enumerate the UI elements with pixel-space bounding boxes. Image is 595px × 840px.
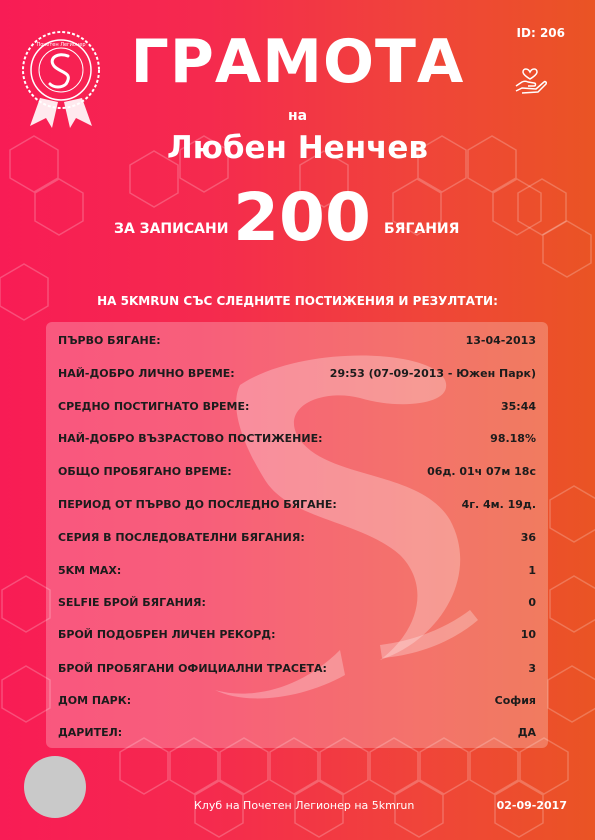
recipient-name: Любен Ненчев (166, 130, 429, 166)
stat-label: НАЙ-ДОБРО ВЪЗРАСТОВО ПОСТИЖЕНИЕ: (58, 431, 323, 445)
stat-row (58, 652, 536, 684)
stat-row (58, 455, 536, 487)
stat-label: НАЙ-ДОБРО ЛИЧНО ВРЕМЕ: (58, 366, 235, 380)
stat-row (58, 357, 536, 389)
preposition-na: на (287, 108, 308, 124)
stat-value: ДА (517, 725, 536, 739)
stat-row (58, 324, 536, 356)
stat-row (58, 618, 536, 650)
stat-row (58, 554, 536, 586)
stat-row (58, 716, 536, 748)
club-footer-text: Клуб на Почетен Легионер на 5kmrun (194, 799, 415, 812)
stat-value: 0 (528, 595, 536, 609)
stats-panel (46, 322, 548, 748)
stat-label: ДАРИТЕЛ: (58, 725, 123, 739)
stat-label: СРЕДНО ПОСТИГНАТО ВРЕМЕ: (58, 399, 250, 413)
run-count: 200 (233, 179, 371, 256)
stat-value: 98.18% (490, 431, 536, 445)
stat-value: 3 (528, 661, 536, 675)
avatar (24, 756, 86, 818)
stat-label: ПЕРИОД ОТ ПЪРВО ДО ПОСЛЕДНО БЯГАНЕ: (58, 497, 337, 511)
stat-label: СЕРИЯ В ПОСЛЕДОВАТЕЛНИ БЯГАНИЯ: (58, 530, 305, 544)
stat-label: ДОМ ПАРК: (58, 693, 132, 707)
stat-row (58, 488, 536, 520)
stat-value: 06д. 01ч 07м 18с (427, 464, 536, 478)
runs-label: БЯГАНИЯ (384, 221, 460, 237)
seal-text: Почетен Легионер (36, 42, 86, 48)
recorded-label: ЗА ЗАПИСАНИ (114, 221, 229, 237)
stat-value: 13-04-2013 (465, 333, 536, 347)
achievements-intro: НА 5KMRUN СЪС СЛЕДНИТЕ ПОСТИЖЕНИЯ И РЕЗУЛТАТИ: (97, 294, 498, 308)
stat-row (58, 390, 536, 422)
stat-row (58, 521, 536, 553)
issue-date: 02-09-2017 (496, 799, 567, 812)
certificate-title: ГРАМОТА (130, 27, 465, 97)
stat-value: 29:53 (07-09-2013 - Южен Парк) (329, 366, 536, 380)
stat-value: 10 (520, 627, 536, 641)
stat-row (58, 684, 536, 716)
stat-label: ОБЩО ПРОБЯГАНО ВРЕМЕ: (58, 464, 232, 478)
stat-value: 35:44 (500, 399, 536, 413)
stat-value: София (494, 693, 536, 707)
stat-label: БРОЙ ПОДОБРЕН ЛИЧЕН РЕКОРД: (58, 627, 276, 641)
stat-label: ПЪРВО БЯГАНЕ: (58, 333, 161, 347)
stat-label: 5KM MAX: (58, 563, 122, 577)
stat-label: БРОЙ ПРОБЯГАНИ ОФИЦИАЛНИ ТРАСЕТА: (58, 661, 327, 675)
stat-row (58, 422, 536, 454)
stat-value: 1 (528, 563, 536, 577)
stat-row (58, 586, 536, 618)
stat-label: SELFIE БРОЙ БЯГАНИЯ: (58, 595, 206, 609)
stat-value: 36 (520, 530, 536, 544)
certificate-id: ID: 206 (516, 26, 565, 40)
stat-value: 4г. 4м. 19д. (461, 497, 536, 511)
